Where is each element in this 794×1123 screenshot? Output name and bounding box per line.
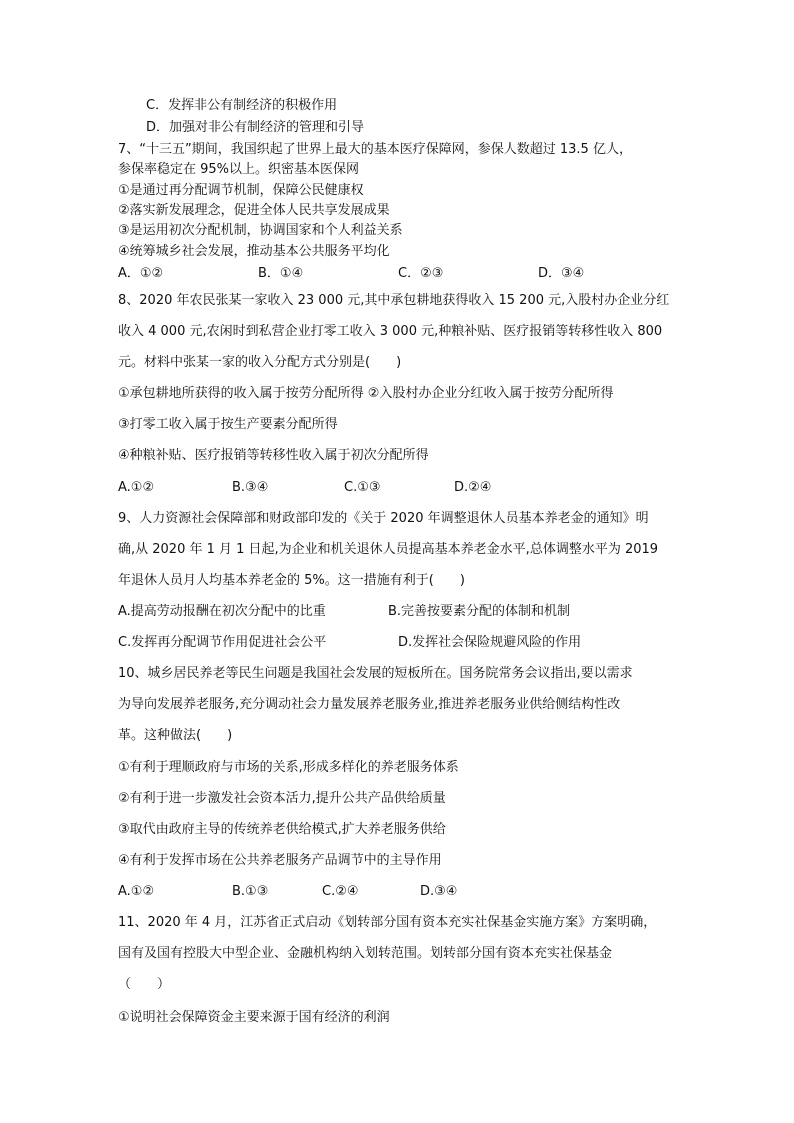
- q6-option-c: C．发挥非公有制经济的积极作用: [146, 98, 338, 113]
- q7-stem-line1: 7、“十三五”期间，我国织起了世界上最大的基本医疗保障网，参保人数超过 13.5 亿人，: [118, 142, 632, 157]
- q10-item-1: ①有利于理顺政府与市场的关系,形成多样化的养老服务体系: [118, 760, 459, 775]
- q10-option-c: C.②④: [322, 884, 359, 899]
- q10-item-3: ③取代由政府主导的传统养老供给模式,扩大养老服务供给: [118, 822, 446, 837]
- q7-item-4: ④统筹城乡社会发展，推动基本公共服务平均化: [118, 244, 390, 259]
- q7-option-b: B．①④: [258, 266, 304, 281]
- q11-stem-line1: 11、2020 年 4 月，江苏省正式启动《划转部分国有资本充实社保基金实施方案》方案明确，: [118, 915, 657, 930]
- q7-option-a: A．①②: [118, 266, 164, 281]
- q11-stem-line2: 国有及国有控股大中型企业、金融机构纳入划转范围。划转部分国有资本充实社保基金: [118, 946, 613, 961]
- q8-option-b: B.③④: [232, 480, 269, 495]
- q7-item-1: ①是通过再分配调节机制，保障公民健康权: [118, 183, 364, 198]
- q6-option-d: D．加强对非公有制经济的管理和引导: [146, 120, 365, 135]
- q7-stem-line2: 参保率稳定在 95%以上。织密基本医保网: [118, 162, 360, 177]
- q8-stem-line3: 元。材料中张某一家的收入分配方式分别是( ): [118, 355, 402, 370]
- q8-item-3: ③打零工收入属于按生产要素分配所得: [118, 417, 338, 432]
- q11-item-1: ①说明社会保障资金主要来源于国有经济的利润: [118, 1010, 390, 1025]
- q10-stem-line2: 为导向发展养老服务,充分调动社会力量发展养老服务业,推进养老服务业供给侧结构性改: [118, 697, 621, 712]
- q8-stem-line1: 8、2020 年农民张某一家收入 23 000 元,其中承包耕地获得收入 15 200 元,入股村办企业分红: [118, 293, 670, 308]
- q9-option-a: A.提高劳动报酬在初次分配中的比重: [118, 604, 326, 619]
- q9-stem-line1: 9、人力资源社会保障部和财政部印发的《关于 2020 年调整退休人员基本养老金的通知》明: [118, 511, 649, 526]
- q8-option-d: D.②④: [454, 480, 492, 495]
- q7-option-c: C．②③: [398, 266, 444, 281]
- q11-stem-line3: （ ）: [118, 977, 171, 992]
- q10-item-4: ④有利于发挥市场在公共养老服务产品调节中的主导作用: [118, 853, 442, 868]
- q7-option-d: D．③④: [538, 266, 585, 281]
- q10-item-2: ②有利于进一步激发社会资本活力,提升公共产品供给质量: [118, 791, 446, 806]
- q8-items-1-2: ①承包耕地所获得的收入属于按劳分配所得 ②入股村办企业分红收入属于按劳分配所得: [118, 386, 614, 401]
- q10-option-d: D.③④: [420, 884, 458, 899]
- q10-stem-line3: 革。这种做法( ): [118, 728, 233, 743]
- q9-option-d: D.发挥社会保险规避风险的作用: [398, 635, 582, 650]
- q9-stem-line3: 年退休人员月人均基本养老金的 5%。这一措施有利于( ): [118, 573, 465, 588]
- q10-option-a: A.①②: [118, 884, 155, 899]
- q9-stem-line2: 确,从 2020 年 1 月 1 日起,为企业和机关退休人员提高基本养老金水平,总体调整水平为 2019: [118, 542, 659, 557]
- q8-item-4: ④种粮补贴、医疗报销等转移性收入属于初次分配所得: [118, 448, 429, 463]
- q8-stem-line2: 收入 4 000 元,农闲时到私营企业打零工收入 3 000 元,种粮补贴、医疗报销等转移性收入 800: [118, 324, 663, 339]
- q7-item-3: ③是运用初次分配机制，协调国家和个人利益关系: [118, 223, 403, 238]
- q7-item-2: ②落实新发展理念，促进全体人民共享发展成果: [118, 203, 390, 218]
- q10-option-b: B.①③: [232, 884, 269, 899]
- q9-option-b: B.完善按要素分配的体制和机制: [388, 604, 571, 619]
- q10-stem-line1: 10、城乡居民养老等民生问题是我国社会发展的短板所在。国务院常务会议指出,要以需求: [118, 666, 633, 681]
- q8-option-a: A.①②: [118, 480, 155, 495]
- q9-option-c: C.发挥再分配调节作用促进社会公平: [118, 635, 327, 650]
- q8-option-c: C.①③: [344, 480, 381, 495]
